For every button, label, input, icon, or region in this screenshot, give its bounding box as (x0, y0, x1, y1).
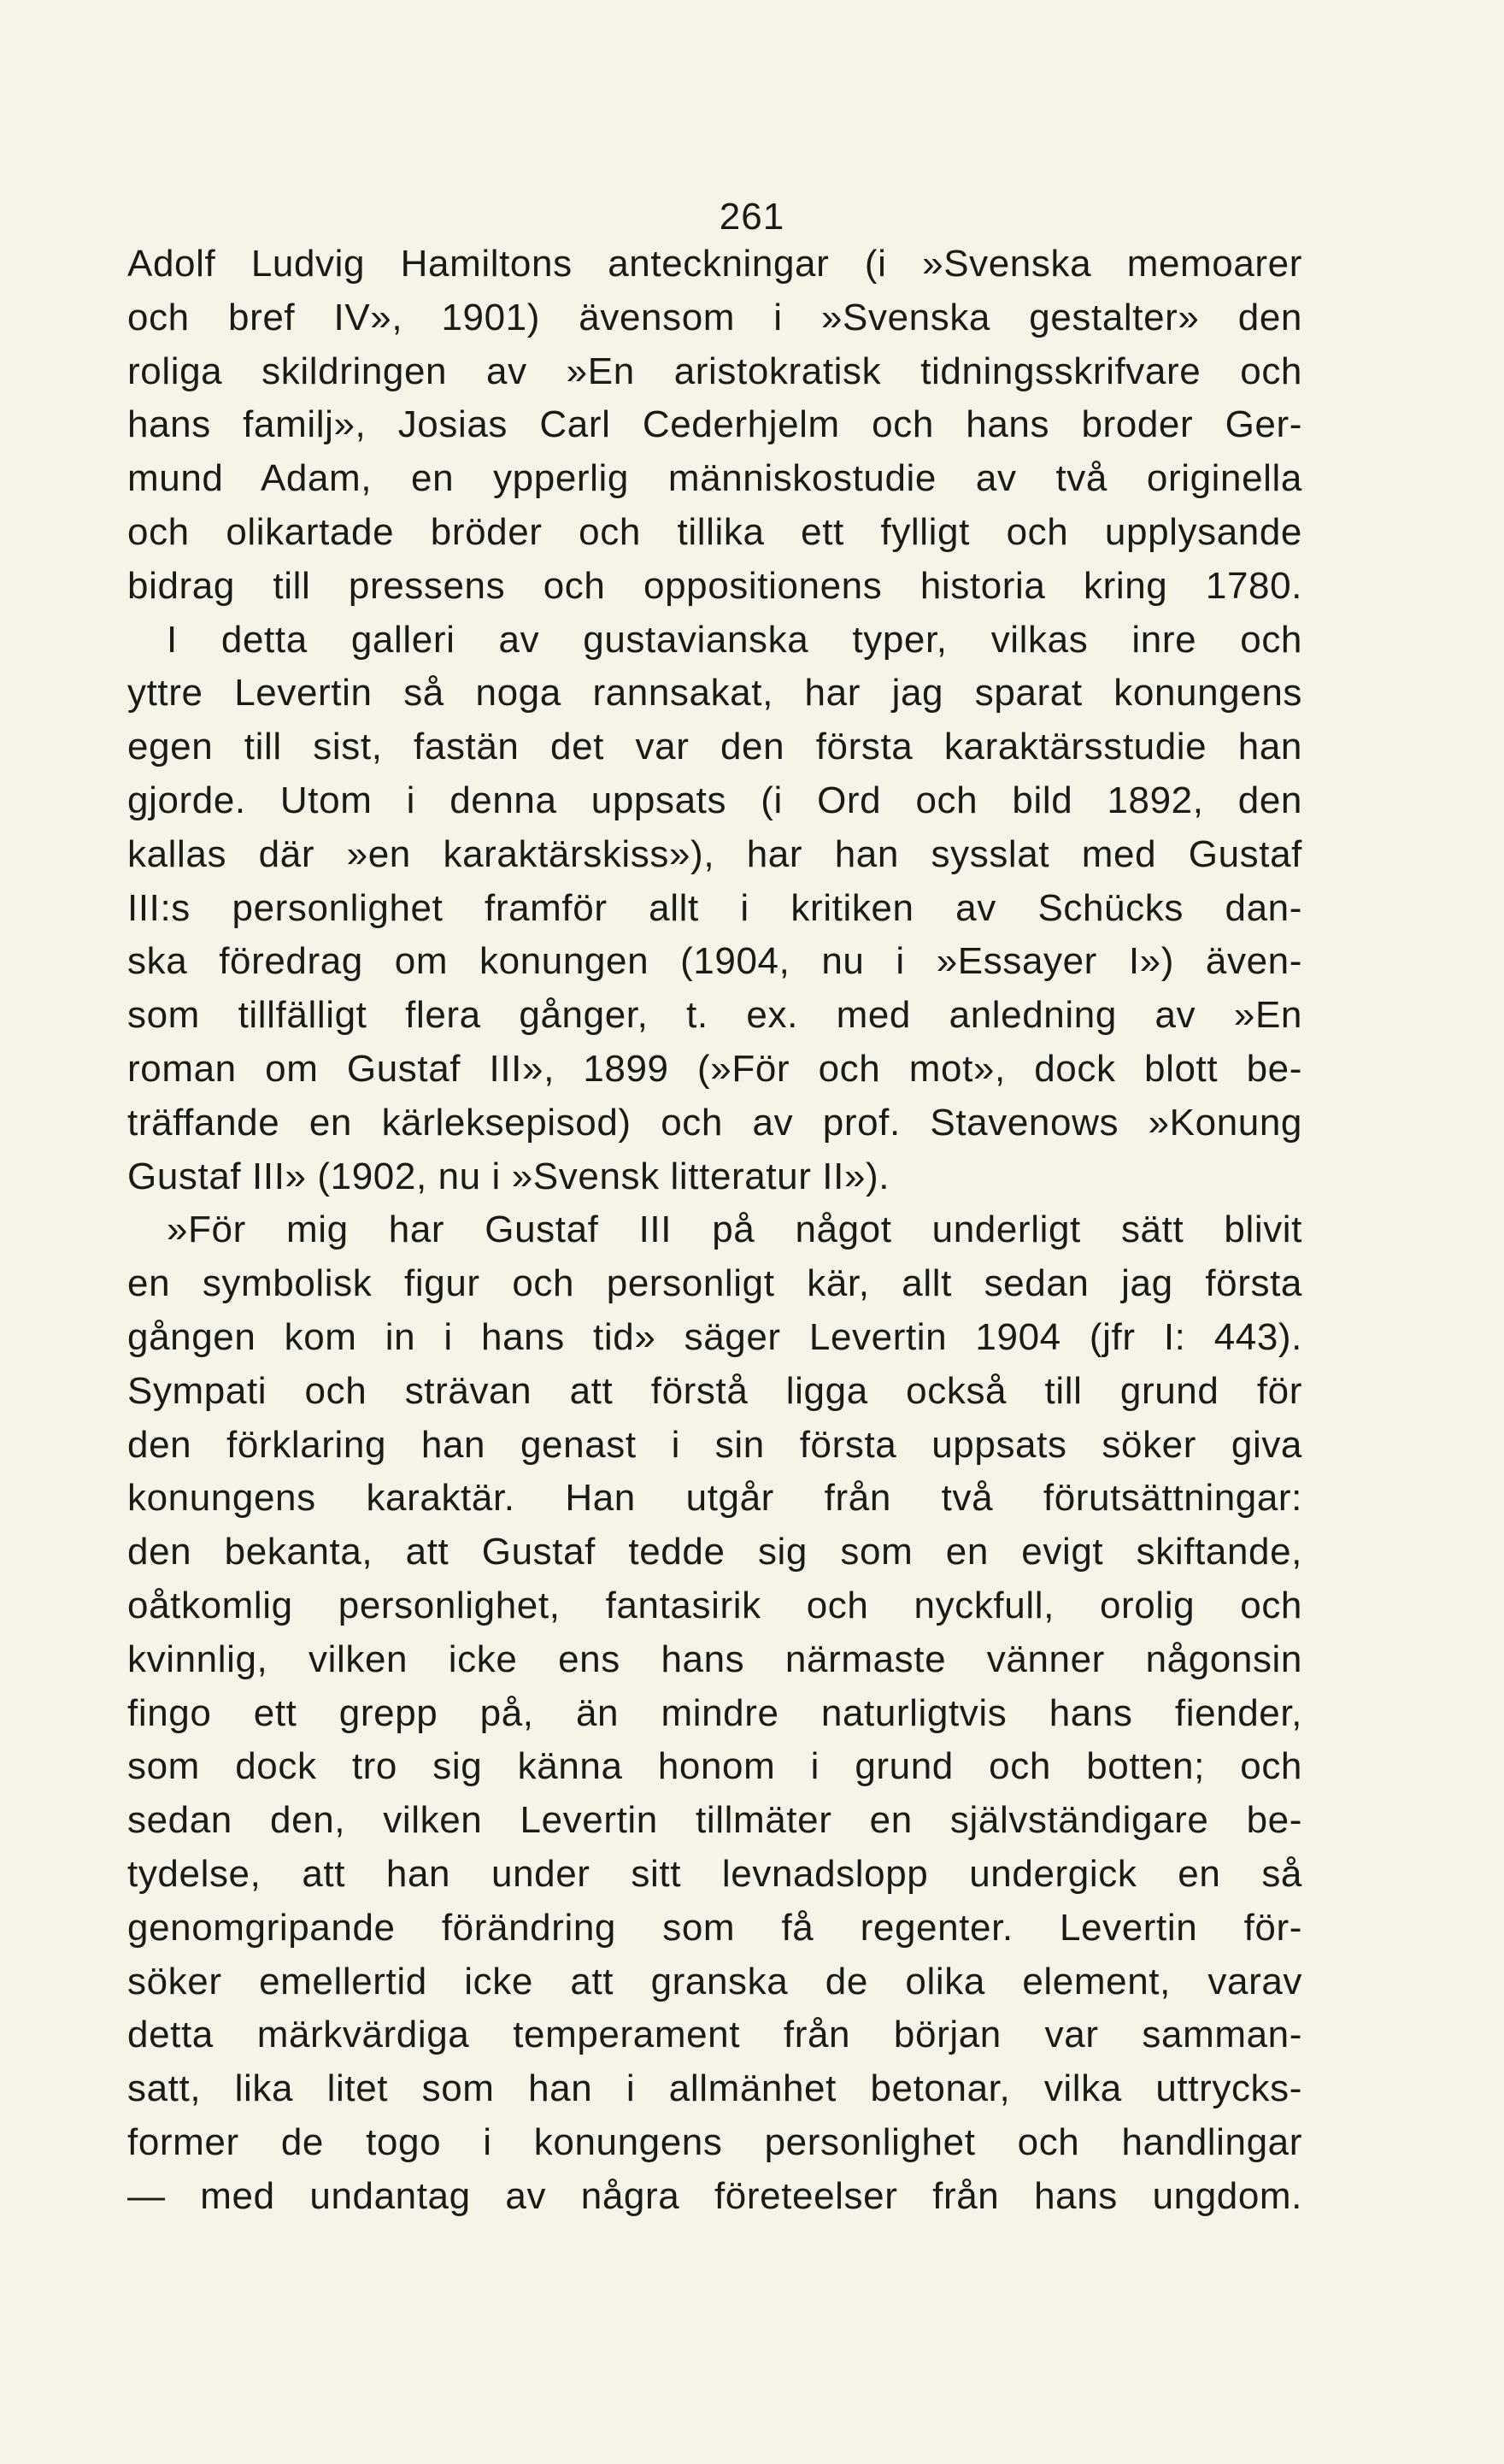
text-line: sedan den, vilken Levertin tillmäter en självständigare be- (127, 1799, 1302, 1842)
text-line: detta märkvärdiga temperament från början var samman- (127, 2014, 1302, 2056)
text-line: roman om Gustaf III», 1899 (»För och mot», dock blott be- (127, 1047, 1302, 1090)
text-line: tydelse, att han under sitt levnadslopp undergick en så (127, 1852, 1302, 1895)
text-line: »För mig har Gustaf III på något underligt sätt blivit (167, 1208, 1302, 1251)
text-line: egen till sist, fastän det var den första karaktärsstudie han (127, 726, 1302, 768)
text-line: gjorde. Utom i denna uppsats (i Ord och bild 1892, den (127, 779, 1302, 821)
text-line: kallas där »en karaktärskiss»), har han sysslat med Gustaf (127, 832, 1302, 875)
text-line: som tillfälligt flera gånger, t. ex. med anledning av »En (127, 994, 1302, 1037)
text-line: som dock tro sig känna honom i grund och botten; och (127, 1745, 1302, 1788)
text-line: och bref IV», 1901) ävensom i »Svenska gestalter» den (127, 296, 1302, 338)
text-line: — med undantag av några företeelser från hans ungdom. (127, 2174, 1302, 2217)
text-line: den bekanta, att Gustaf tedde sig som en evigt skiftande, (127, 1531, 1302, 1573)
text-line: III:s personlighet framför allt i kritiken av Schücks dan- (127, 886, 1302, 929)
text-line: mund Adam, en ypperlig människostudie av två originella (127, 457, 1302, 500)
text-line: roliga skildringen av »En aristokratisk tidningsskrifvare och (127, 350, 1302, 392)
text-line: bidrag till pressens och oppositionens historia kring 1780. (127, 564, 1302, 607)
text-line: Sympati och strävan att förstå ligga också till grund för (127, 1369, 1302, 1412)
text-line: Gustaf III» (1902, nu i »Svensk litteratur II»). (127, 1155, 890, 1197)
text-line: träffande en kärleksepisod) och av prof. Stavenows »Konung (127, 1101, 1302, 1144)
text-line: konungens karaktär. Han utgår från två förutsättningar: (127, 1477, 1302, 1520)
text-line: och olikartade bröder och tillika ett fylligt och upplysande (127, 510, 1302, 553)
text-line: kvinnlig, vilken icke ens hans närmaste vänner någonsin (127, 1638, 1302, 1680)
text-line: en symbolisk figur och personligt kär, allt sedan jag första (127, 1262, 1302, 1305)
text-line: den förklaring han genast i sin första uppsats söker giva (127, 1423, 1302, 1466)
text-line: ska föredrag om konungen (1904, nu i »Essayer I») även- (127, 940, 1302, 983)
text-line: söker emellertid icke att granska de olika element, varav (127, 1960, 1302, 2002)
text-line: gången kom in i hans tid» säger Levertin 1904 (jfr I: 443). (127, 1315, 1302, 1358)
body-text (127, 238, 1302, 2223)
text-line: I detta galleri av gustavianska typer, vilkas inre och (167, 618, 1302, 661)
text-line: hans familj», Josias Carl Cederhjelm och hans broder Ger- (127, 403, 1302, 446)
page-number: 261 (719, 196, 785, 238)
text-line: satt, lika litet som han i allmänhet betonar, vilka uttrycks- (127, 2067, 1302, 2110)
text-line: Adolf Ludvig Hamiltons anteckningar (i »Svenska memoarer (127, 243, 1302, 285)
text-line: oåtkomlig personlighet, fantasirik och nyckfull, orolig och (127, 1584, 1302, 1626)
text-line: genomgripande förändring som få regenter. Levertin för- (127, 1906, 1302, 1949)
text-line: former de togo i konungens personlighet och handlingar (127, 2120, 1302, 2163)
text-line: fingo ett grepp på, än mindre naturligtvis hans fiender, (127, 1691, 1302, 1734)
text-line: yttre Levertin så noga rannsakat, har jag sparat konungens (127, 672, 1302, 715)
